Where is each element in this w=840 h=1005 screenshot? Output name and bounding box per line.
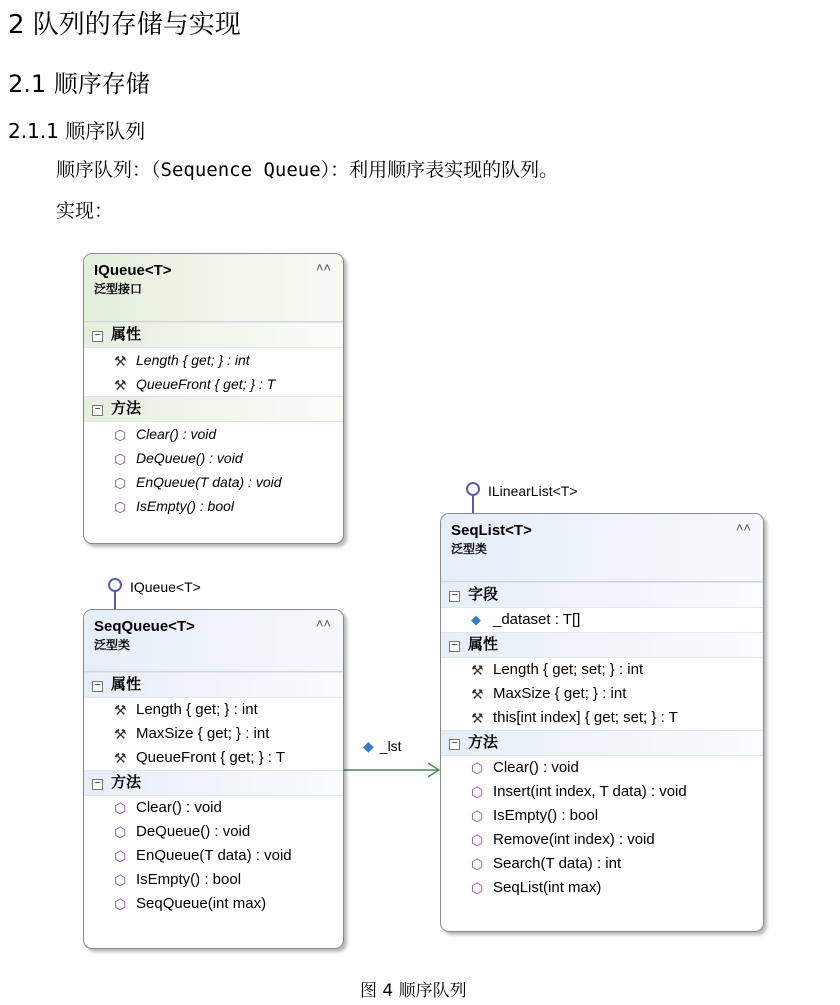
collapse-toggle-icon[interactable]: − — [449, 641, 460, 652]
member-text: QueueFront { get; } : T — [136, 749, 285, 766]
member-row[interactable] — [84, 722, 343, 746]
member-row[interactable] — [84, 348, 343, 372]
wrench-icon: ⚒ — [471, 710, 484, 727]
method-icon: ⬡ — [471, 808, 484, 825]
seqlist-subtitle: 泛型类 — [451, 542, 488, 556]
member-text: this[int index] { get; set; } : T — [493, 709, 678, 726]
member-text: Length { get; } : int — [136, 352, 250, 368]
section-name: 方法 — [111, 774, 142, 791]
interface-stem — [472, 495, 474, 513]
member-row[interactable] — [441, 780, 763, 804]
member-row[interactable] — [84, 470, 343, 494]
section-name: 属性 — [111, 326, 142, 343]
collapse-icon[interactable]: ˄˄ — [315, 616, 331, 631]
section-header[interactable] — [84, 770, 343, 796]
seqlist-header — [441, 514, 763, 582]
iqueue-body — [84, 322, 343, 518]
collapse-icon[interactable]: ˄˄ — [315, 260, 331, 275]
member-row[interactable] — [441, 804, 763, 828]
method-icon: ⬡ — [471, 832, 484, 849]
member-text: Clear() : void — [136, 799, 222, 816]
field-icon: ◆ — [471, 612, 481, 628]
method-icon: ⬡ — [114, 824, 127, 841]
seqqueue-interface-label: IQueue<T> — [130, 579, 201, 595]
member-row[interactable] — [441, 852, 763, 876]
iqueue-header — [84, 254, 343, 322]
section-header[interactable] — [84, 396, 343, 422]
collapse-toggle-icon[interactable]: − — [92, 779, 103, 790]
member-row[interactable] — [84, 844, 343, 868]
member-text: SeqQueue(int max) — [136, 895, 267, 912]
iqueue-title: IQueue<T> — [94, 262, 172, 279]
method-icon: ⬡ — [114, 872, 127, 889]
method-icon: ⬡ — [114, 848, 127, 865]
paragraph-implementation: 实现： — [56, 200, 114, 222]
wrench-icon: ⚒ — [114, 353, 127, 370]
member-text: DeQueue() : void — [136, 450, 243, 466]
method-icon: ⬡ — [471, 760, 484, 777]
section-name: 字段 — [468, 586, 499, 603]
member-text: Length { get; set; } : int — [493, 661, 644, 678]
method-icon: ⬡ — [114, 451, 127, 468]
association-label — [363, 738, 402, 755]
member-row[interactable] — [441, 706, 763, 730]
interface-circle-icon — [466, 482, 480, 496]
section-header[interactable] — [441, 632, 763, 658]
section-name: 属性 — [111, 676, 142, 693]
collapse-toggle-icon[interactable]: − — [449, 739, 460, 750]
member-row[interactable] — [441, 828, 763, 852]
iqueue-subtitle: 泛型接口 — [94, 282, 143, 296]
member-row[interactable] — [441, 756, 763, 780]
member-text: Length { get; } : int — [136, 701, 258, 718]
collapse-icon[interactable]: ˄˄ — [735, 520, 751, 535]
member-text: Clear() : void — [136, 426, 217, 442]
member-text: _dataset : T[] — [493, 611, 581, 628]
method-icon: ⬡ — [114, 800, 127, 817]
member-row[interactable] — [441, 876, 763, 900]
wrench-icon: ⚒ — [114, 377, 127, 394]
member-row[interactable] — [84, 868, 343, 892]
member-text: EnQueue(T data) : void — [136, 847, 292, 864]
seqqueue-header — [84, 610, 343, 672]
wrench-icon: ⚒ — [471, 662, 484, 679]
association-name: _lst — [379, 738, 402, 754]
seqlist-class-box[interactable] — [440, 513, 764, 932]
method-icon: ⬡ — [471, 856, 484, 873]
member-row[interactable] — [84, 892, 343, 916]
method-icon: ⬡ — [114, 475, 127, 492]
collapse-toggle-icon[interactable]: − — [449, 591, 460, 602]
member-text: IsEmpty() : bool — [136, 871, 242, 888]
method-icon: ⬡ — [114, 896, 127, 913]
member-row[interactable] — [84, 698, 343, 722]
section-header[interactable] — [441, 730, 763, 756]
heading-2: 2.1 顺序存储 — [8, 70, 150, 98]
member-text: EnQueue(T data) : void — [136, 474, 282, 490]
seqlist-interface-label: ILinearList<T> — [488, 483, 578, 499]
section-header[interactable] — [84, 672, 343, 698]
member-row[interactable] — [84, 446, 343, 470]
member-text: Remove(int index) : void — [493, 831, 655, 848]
seqqueue-subtitle: 泛型类 — [94, 638, 131, 652]
section-header[interactable] — [441, 582, 763, 608]
collapse-toggle-icon[interactable]: − — [92, 405, 103, 416]
member-row[interactable] — [84, 796, 343, 820]
section-name: 属性 — [468, 636, 499, 653]
member-text: Insert(int index, T data) : void — [493, 783, 687, 800]
member-row[interactable] — [84, 746, 343, 770]
member-row[interactable] — [441, 658, 763, 682]
interface-stem — [114, 591, 116, 609]
collapse-toggle-icon[interactable]: − — [92, 331, 103, 342]
wrench-icon: ⚒ — [114, 750, 127, 767]
seqqueue-class-box[interactable] — [83, 609, 344, 949]
member-text: QueueFront { get; } : T — [136, 376, 276, 392]
member-text: IsEmpty() : bool — [136, 498, 235, 514]
member-text: DeQueue() : void — [136, 823, 251, 840]
member-text: Clear() : void — [493, 759, 579, 776]
section-name: 方法 — [468, 734, 499, 751]
iqueue-interface-box[interactable] — [83, 253, 344, 544]
member-row[interactable] — [84, 422, 343, 446]
seqlist-title: SeqList<T> — [451, 522, 532, 539]
method-icon: ⬡ — [114, 499, 127, 516]
member-row[interactable] — [84, 372, 343, 396]
member-row[interactable] — [441, 608, 763, 632]
method-icon: ⬡ — [471, 784, 484, 801]
paragraph-definition: 顺序队列：（Sequence Queue）：利用顺序表实现的队列。 — [56, 159, 559, 181]
member-row[interactable] — [441, 682, 763, 706]
member-text: MaxSize { get; } : int — [493, 685, 627, 702]
member-text: IsEmpty() : bool — [493, 807, 599, 824]
seqqueue-body — [84, 672, 343, 916]
field-icon: ◆ — [363, 738, 374, 754]
figure-caption: 图 4 顺序队列 — [360, 981, 467, 1001]
seqqueue-title: SeqQueue<T> — [94, 618, 195, 635]
heading-1: 2 队列的存储与实现 — [8, 10, 241, 40]
wrench-icon: ⚒ — [114, 702, 127, 719]
heading-3: 2.1.1 顺序队列 — [8, 119, 146, 143]
collapse-toggle-icon[interactable]: − — [92, 681, 103, 692]
seqlist-body — [441, 582, 763, 900]
member-row[interactable] — [84, 494, 343, 518]
method-icon: ⬡ — [114, 427, 127, 444]
wrench-icon: ⚒ — [114, 726, 127, 743]
section-header[interactable] — [84, 322, 343, 348]
wrench-icon: ⚒ — [471, 686, 484, 703]
method-icon: ⬡ — [471, 880, 484, 897]
member-text: SeqList(int max) — [493, 879, 602, 896]
member-text: MaxSize { get; } : int — [136, 725, 270, 742]
member-text: Search(T data) : int — [493, 855, 622, 872]
interface-circle-icon — [108, 578, 122, 592]
section-name: 方法 — [111, 400, 142, 417]
member-row[interactable] — [84, 820, 343, 844]
